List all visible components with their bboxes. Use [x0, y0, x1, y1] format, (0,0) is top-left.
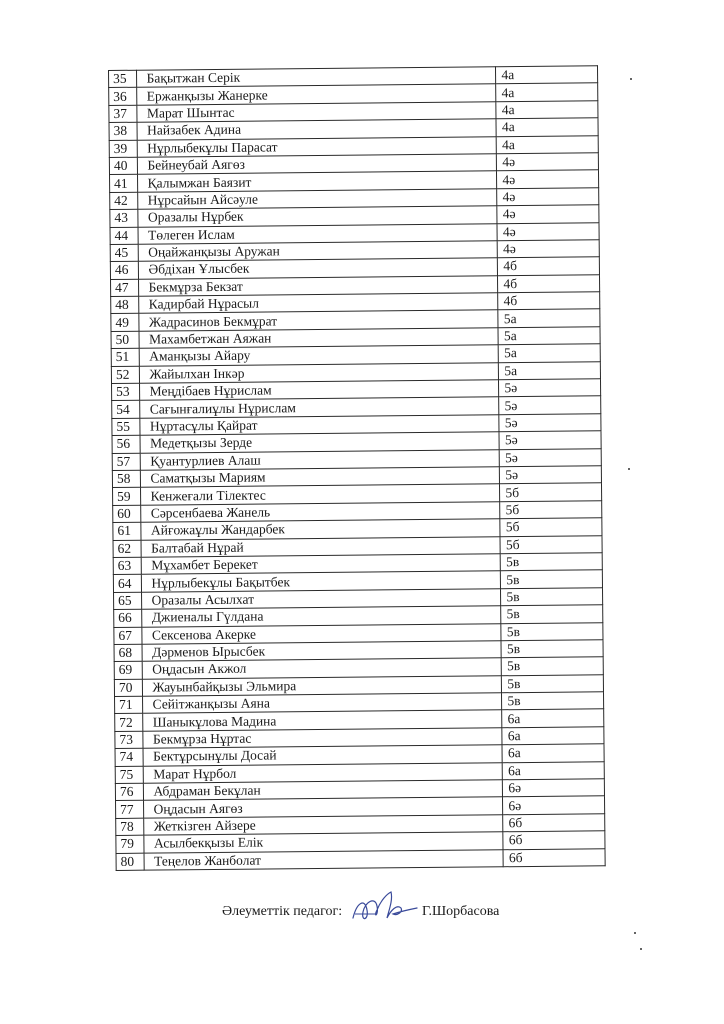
student-name: Жауынбайқызы Эльмира — [142, 675, 502, 696]
student-name: Найзабек Адина — [137, 119, 497, 140]
student-class: 4ә — [498, 240, 600, 258]
student-class: 5в — [501, 640, 603, 658]
student-class: 6б — [503, 848, 605, 866]
student-name: Оңдасын Аягөз — [143, 797, 503, 818]
student-class: 4а — [496, 83, 598, 101]
student-name: Сағынғалиұлы Нұрислам — [139, 397, 499, 418]
student-name: Нұрлыбекұлы Парасат — [137, 136, 497, 157]
row-number: 51 — [111, 348, 139, 366]
student-name: Айғожаұлы Жандарбек — [140, 519, 500, 540]
student-name: Мұхамбет Берекет — [141, 554, 501, 575]
student-name: Дәрменов Ырысбек — [142, 641, 502, 662]
student-name: Кадирбай Нұрасыл — [138, 293, 498, 314]
student-name: Төлеген Ислам — [138, 223, 498, 244]
student-class: 4а — [496, 101, 598, 119]
row-number: 35 — [109, 70, 137, 88]
row-number: 67 — [114, 627, 142, 645]
row-number: 46 — [110, 262, 138, 280]
student-class: 5б — [500, 518, 602, 536]
row-number: 74 — [115, 748, 143, 766]
student-name: Нұртасұлы Қайрат — [139, 415, 499, 436]
row-number: 54 — [112, 401, 140, 419]
student-name: Шаныкұлова Мадина — [142, 710, 502, 731]
student-name: Аманқызы Айару — [139, 345, 499, 366]
student-class: 5ә — [499, 431, 601, 449]
row-number: 52 — [111, 366, 139, 384]
roster-body — [109, 66, 606, 871]
student-class: 6а — [502, 744, 604, 762]
student-name: Ержанқызы Жанерке — [136, 84, 496, 105]
row-number: 73 — [115, 731, 143, 749]
row-number: 43 — [110, 209, 138, 227]
student-class: 5в — [501, 605, 603, 623]
student-class: 4а — [496, 118, 598, 136]
row-number: 62 — [113, 540, 141, 558]
handwritten-signature — [347, 888, 419, 932]
student-name: Оразалы Нұрбек — [137, 206, 497, 227]
row-number: 44 — [110, 227, 138, 245]
row-number: 49 — [111, 314, 139, 332]
student-name: Нұрсайын Айсәуле — [137, 189, 497, 210]
student-name: Сексенова Акерке — [141, 623, 501, 644]
student-name: Нұрлыбекұлы Бақытбек — [141, 571, 501, 592]
student-class: 6ә — [503, 779, 605, 797]
student-name: Оңайжанқызы Аружан — [138, 241, 498, 262]
student-class: 6б — [503, 831, 605, 849]
student-name: Теңелов Жанболат — [144, 849, 504, 870]
scan-speck — [640, 948, 642, 950]
student-class: 5ә — [499, 396, 601, 414]
student-name: Қуантурлиев Алаш — [140, 449, 500, 470]
signature-stroke — [353, 892, 417, 919]
row-number: 40 — [109, 157, 137, 175]
signer-title: Әлеуметтік педагог: — [222, 904, 343, 919]
student-name: Бейнеубай Аягөз — [137, 154, 497, 175]
student-name: Джиеналы Гүлдана — [141, 606, 501, 627]
student-name: Медетқызы Зерде — [140, 432, 500, 453]
student-class: 4ә — [497, 222, 599, 240]
student-class: 6ә — [503, 796, 605, 814]
row-number: 65 — [114, 592, 142, 610]
row-number: 63 — [113, 557, 141, 575]
scan-speck — [630, 78, 632, 80]
student-class: 5ә — [499, 379, 601, 397]
row-number: 60 — [113, 505, 141, 523]
row-number: 75 — [115, 766, 143, 784]
row-number: 39 — [109, 140, 137, 158]
student-class: 4а — [497, 135, 599, 153]
row-number: 50 — [111, 331, 139, 349]
student-name: Сейітжанқызы Аяна — [142, 693, 502, 714]
row-number: 68 — [114, 644, 142, 662]
student-class: 5в — [502, 692, 604, 710]
student-name: Бекмұрза Нұртас — [142, 728, 502, 749]
student-class: 4ә — [497, 205, 599, 223]
row-number: 66 — [114, 609, 142, 627]
student-name: Бекмұрза Бекзат — [138, 275, 498, 296]
student-class: 5б — [500, 535, 602, 553]
row-number: 71 — [115, 696, 143, 714]
student-name: Жеткізген Айзере — [143, 815, 503, 836]
student-name: Абдраман Бекұлан — [143, 780, 503, 801]
row-number: 41 — [110, 175, 138, 193]
student-name: Кенжеғали Тілектес — [140, 484, 500, 505]
student-class: 4б — [498, 292, 600, 310]
student-class: 5в — [502, 674, 604, 692]
student-class: 5а — [498, 327, 600, 345]
row-number: 53 — [112, 383, 140, 401]
student-class: 5ә — [500, 466, 602, 484]
student-name: Жадрасинов Бекмұрат — [138, 310, 498, 331]
student-class: 5б — [500, 501, 602, 519]
row-number: 57 — [112, 453, 140, 471]
student-name: Жайылхан Інкәр — [139, 362, 499, 383]
student-name: Оразалы Асылхат — [141, 588, 501, 609]
student-roster-table — [108, 65, 606, 871]
row-number: 37 — [109, 105, 137, 123]
student-class: 6б — [503, 814, 605, 832]
row-number: 38 — [109, 122, 137, 140]
scan-speck — [628, 468, 630, 470]
student-class: 5в — [501, 553, 603, 571]
student-class: 5а — [499, 361, 601, 379]
row-number: 80 — [116, 853, 144, 871]
signer-name: Г.Шорбасова — [422, 904, 500, 919]
student-name: Балтабай Нұрай — [141, 536, 501, 557]
student-class: 4ә — [497, 170, 599, 188]
student-class: 5в — [501, 622, 603, 640]
student-class: 5в — [501, 587, 603, 605]
row-number: 69 — [114, 661, 142, 679]
signature-line — [222, 898, 552, 928]
table-row — [116, 848, 605, 870]
student-class: 6а — [502, 727, 604, 745]
student-name: Саматқызы Мариям — [140, 467, 500, 488]
student-class: 5а — [498, 309, 600, 327]
student-class: 5ә — [500, 448, 602, 466]
row-number: 36 — [109, 88, 137, 106]
student-class: 4б — [498, 257, 600, 275]
row-number: 56 — [112, 435, 140, 453]
row-number: 47 — [111, 279, 139, 297]
student-class: 4ә — [497, 188, 599, 206]
student-class: 4б — [498, 274, 600, 292]
student-class: 5а — [499, 344, 601, 362]
row-number: 48 — [111, 296, 139, 314]
row-number: 64 — [113, 575, 141, 593]
row-number: 77 — [116, 801, 144, 819]
student-name: Бақытжан Серік — [136, 67, 496, 88]
student-class: 6а — [502, 709, 604, 727]
student-class: 4а — [496, 66, 598, 84]
scan-speck — [634, 932, 636, 934]
row-number: 78 — [116, 818, 144, 836]
row-number: 42 — [110, 192, 138, 210]
student-name: Оңдасын Акжол — [142, 658, 502, 679]
student-class: 5в — [501, 570, 603, 588]
row-number: 59 — [113, 488, 141, 506]
row-number: 61 — [113, 522, 141, 540]
student-name: Махамбетжан Аяжан — [139, 328, 499, 349]
row-number: 72 — [115, 714, 143, 732]
student-name: Сәрсенбаева Жанель — [140, 502, 500, 523]
student-class: 4ә — [497, 153, 599, 171]
row-number: 76 — [115, 783, 143, 801]
student-name: Асылбекқызы Елік — [143, 832, 503, 853]
student-class: 5ә — [499, 414, 601, 432]
student-name: Марат Шынтас — [136, 102, 496, 123]
student-class: 5в — [502, 657, 604, 675]
student-class: 6а — [503, 761, 605, 779]
row-number: 45 — [110, 244, 138, 262]
row-number: 55 — [112, 418, 140, 436]
student-name: Меңдібаев Нұрислам — [139, 380, 499, 401]
row-number: 79 — [116, 835, 144, 853]
row-number: 58 — [112, 470, 140, 488]
row-number: 70 — [114, 679, 142, 697]
student-name: Қалымжан Баязит — [137, 171, 497, 192]
student-name: Әбдіхан Ұлысбек — [138, 258, 498, 279]
student-name: Марат Нұрбол — [143, 762, 503, 783]
student-class: 5б — [500, 483, 602, 501]
student-name: Бектұрсынұлы Досай — [143, 745, 503, 766]
